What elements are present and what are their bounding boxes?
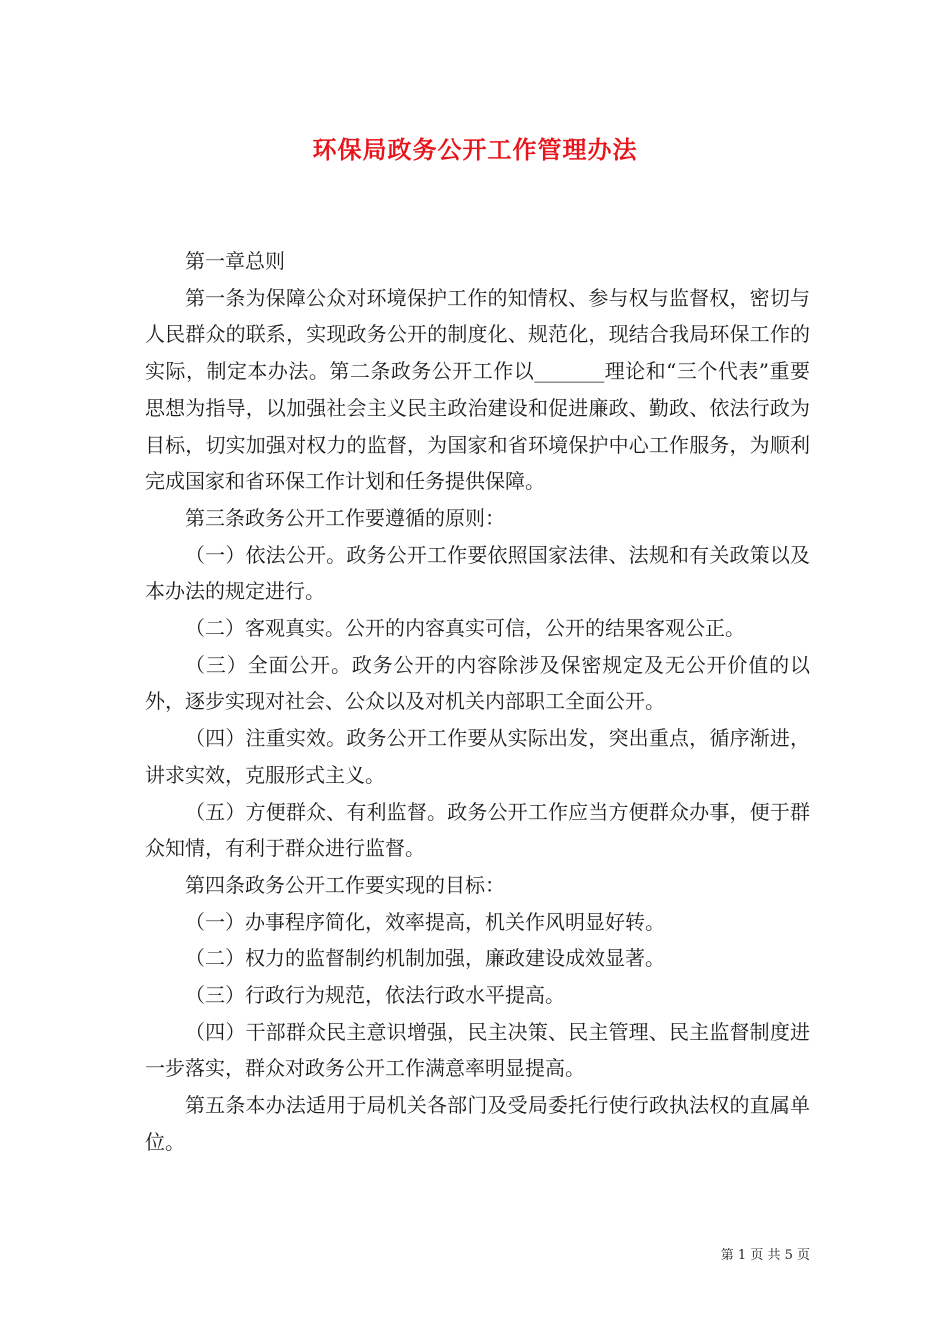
paragraph: （五）方便群众、有利监督。政务公开工作应当方便群众办事，便于群众知情，有利于群众进行监督。	[145, 799, 810, 861]
paragraph: （二）客观真实。公开的内容真实可信，公开的结果客观公正。	[185, 616, 745, 641]
paragraph: 第三条政务公开工作要遵循的原则：	[185, 505, 505, 530]
paragraph: （一）依法公开。政务公开工作要依照国家法律、法规和有关政策以及本办法的规定进行。	[145, 542, 810, 604]
paragraph: （二）权力的监督制约机制加强，廉政建设成效显著。	[185, 946, 665, 971]
page-number: 第 1 页 共 5 页	[720, 1248, 810, 1263]
document-body	[145, 243, 810, 1161]
chapter-heading: 第一章总则	[185, 249, 285, 273]
paragraph: 第四条政务公开工作要实现的目标：	[185, 872, 505, 897]
paragraph: （三）全面公开。政务公开的内容除涉及保密规定及无公开价值的以外，逐步实现对社会、公众以及对机关内部职工全面公开。	[145, 652, 810, 714]
paragraph: 第一条为保障公众对环境保护工作的知情权、参与权与监督权，密切与人民群众的联系，实现政务公开的制度化、规范化，现结合我局环保工作的实际，制定本办法。第二条政务公开工作以_______理论和“三个代表”重要思想为指导，以加强社会主义民主政治建设和促进廉政、勤政、依法行政为目标，切实加强对权力的监督，为国家和省环境保护中心工作服务，为顺利完成国家和省环保工作计划和任务提供保障。	[145, 285, 810, 494]
paragraph: 第五条本办法适用于局机关各部门及受局委托行使行政执法权的直属单位。	[145, 1093, 810, 1154]
paragraph: （三）行政行为规范，依法行政水平提高。	[185, 983, 565, 1008]
paragraph: （一）办事程序简化，效率提高，机关作风明显好转。	[185, 909, 665, 934]
paragraph: （四）注重实效。政务公开工作要从实际出发，突出重点，循序渐进，讲求实效，克服形式主义。	[145, 726, 810, 787]
paragraph: （四）干部群众民主意识增强，民主决策、民主管理、民主监督制度进一步落实，群众对政务公开工作满意率明显提高。	[145, 1019, 810, 1081]
document-title: 环保局政务公开工作管理办法	[312, 135, 638, 164]
